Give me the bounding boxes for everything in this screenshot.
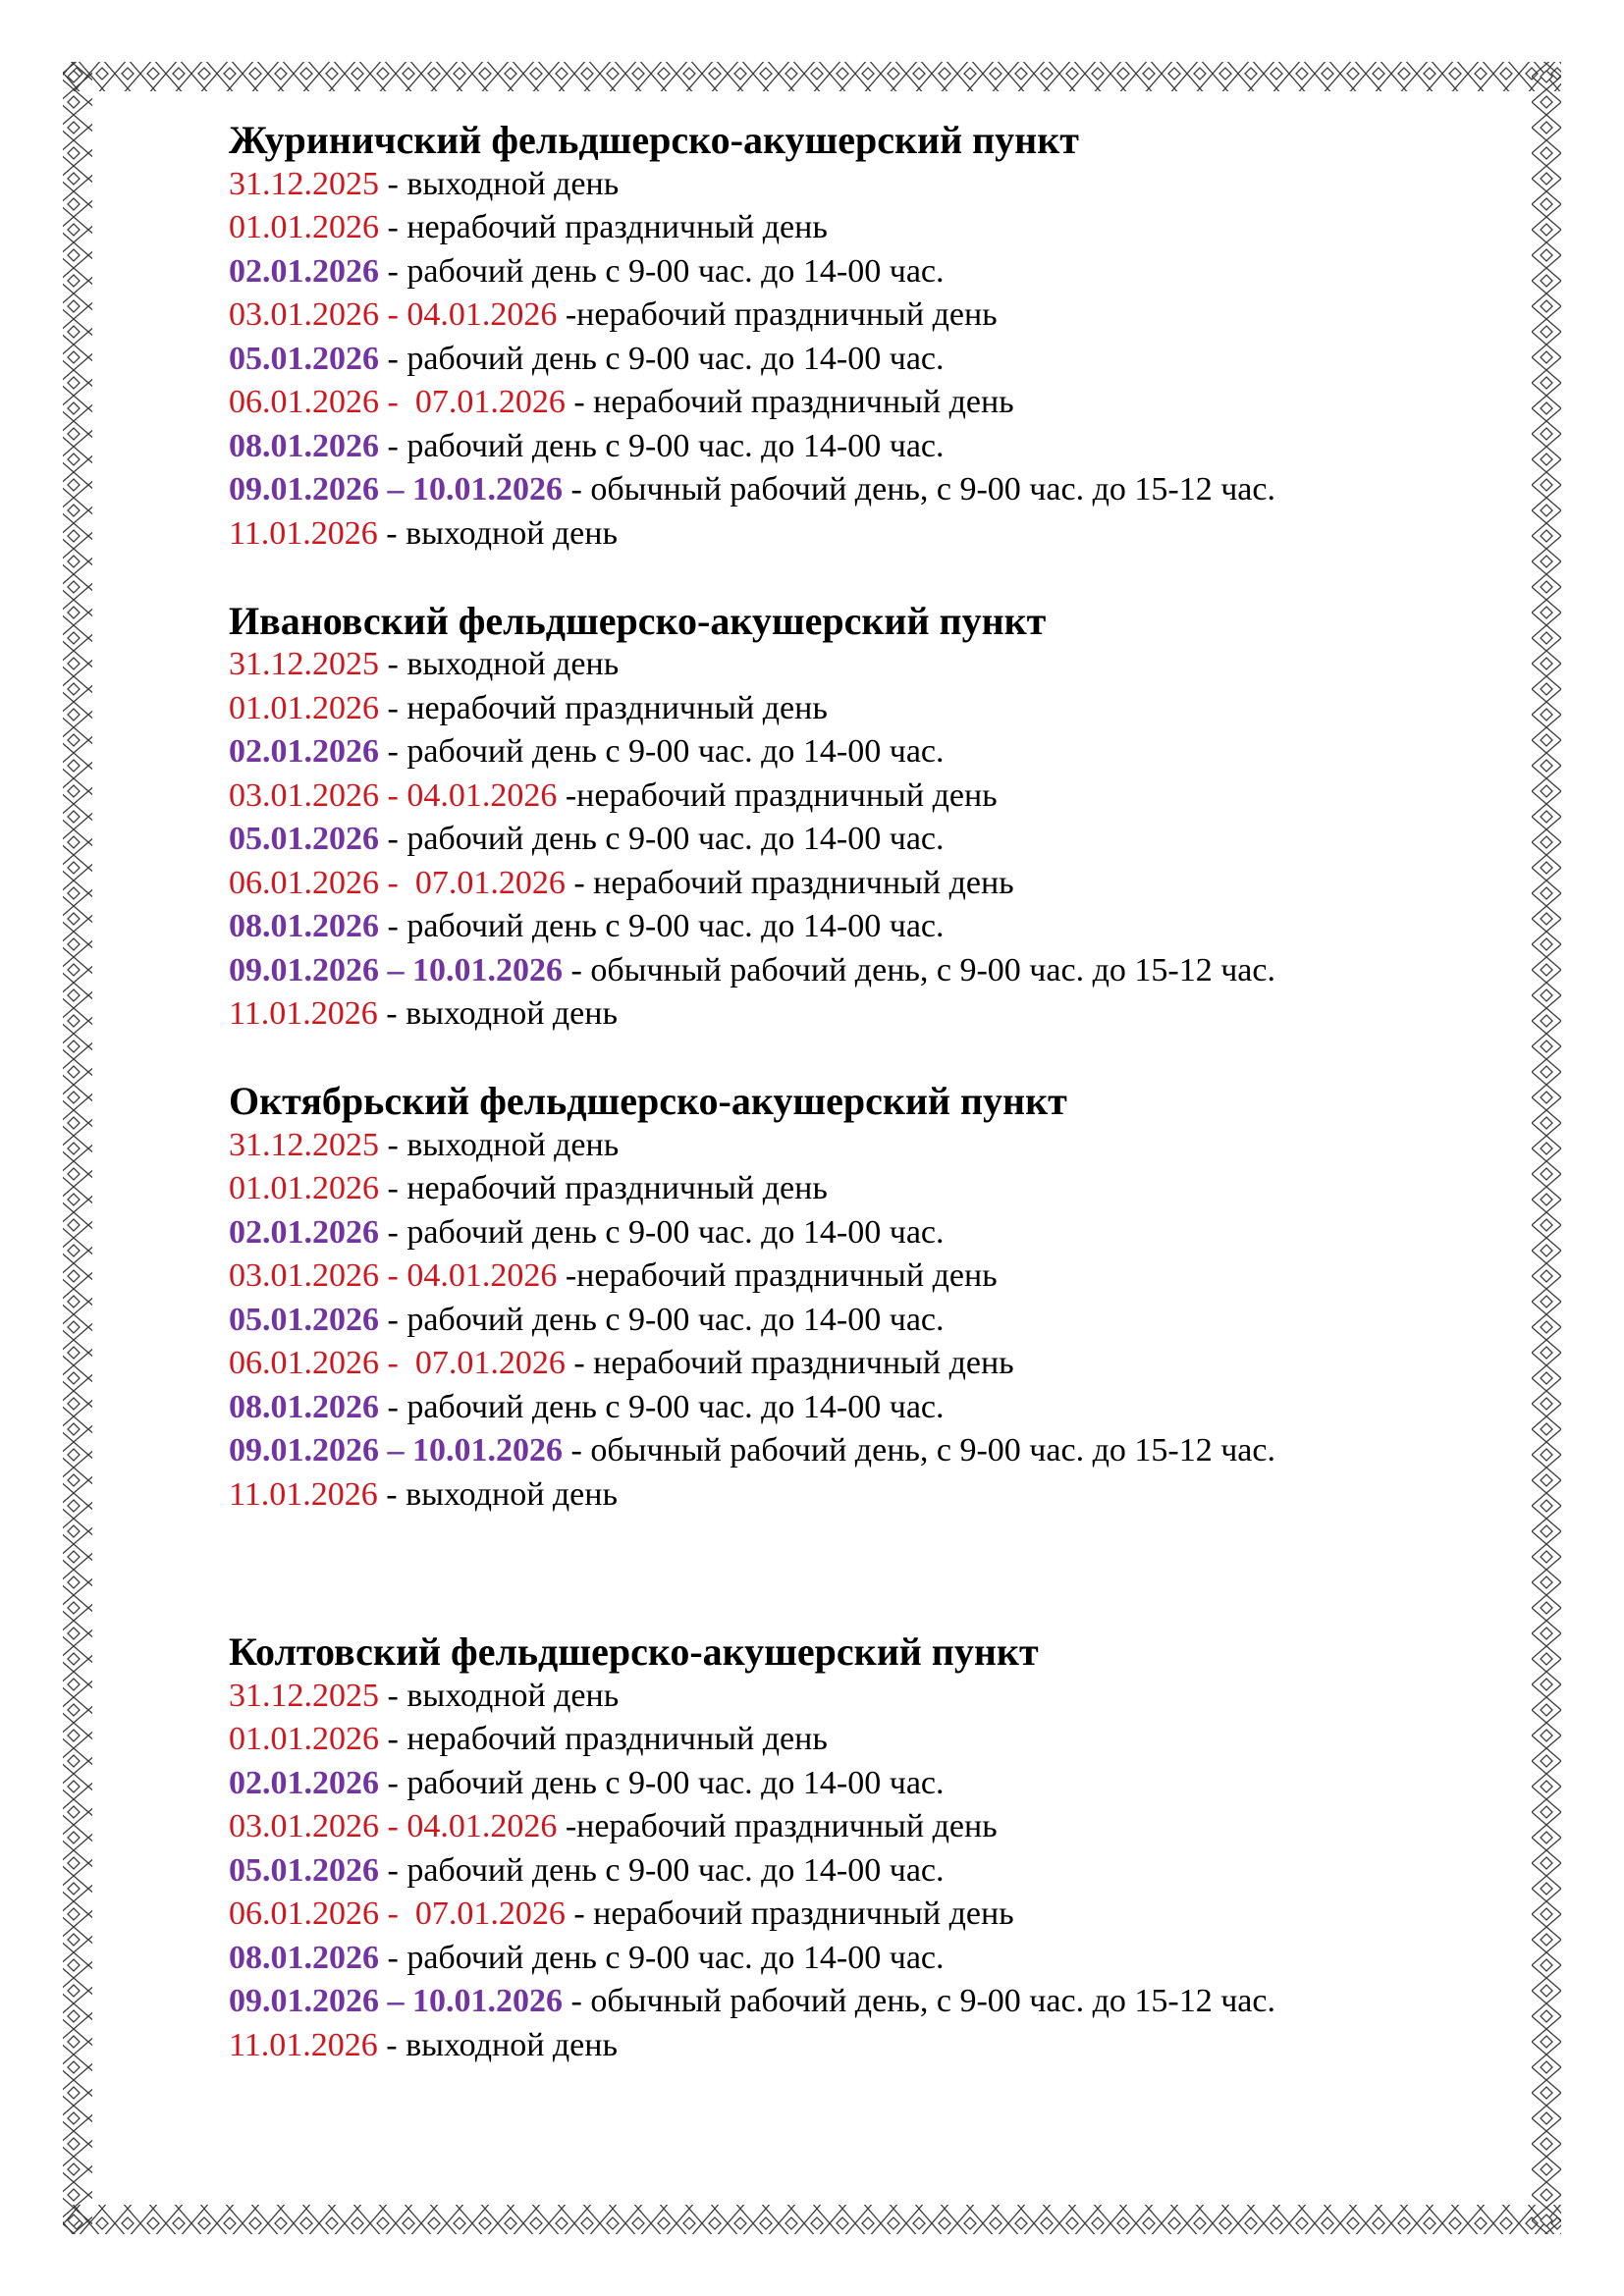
day-description: - выходной день [379,1677,620,1714]
day-description: - обычный рабочий день, с 9-00 час. до 15-12 час. [563,951,1275,988]
schedule-line [229,468,1594,512]
day-description: - нерабочий праздничный день [379,689,828,726]
day-description: - выходной день [379,165,620,202]
day-description: - рабочий день с 9-00 час. до 14-00 час. [379,1851,945,1889]
date-text: 11.01.2026 [229,514,378,552]
schedule-section [229,600,1594,1037]
border-left [63,62,92,2234]
date-text: 01.01.2026 [229,1721,379,1757]
day-description: - выходной день [379,646,620,682]
day-description: - рабочий день с 9-00 час. до 14-00 час. [379,340,945,377]
date-text: 08.01.2026 [229,427,379,464]
day-description: - выходной день [377,2026,618,2063]
day-description: - обычный рабочий день, с 9-00 час. до 15-12 час. [563,1432,1275,1468]
day-description: - нерабочий праздничный день [379,209,828,245]
date-text: 31.12.2025 [229,1677,379,1714]
schedule-line [229,206,1594,250]
date-text: 09.01.2026 – 10.01.2026 [229,1983,563,2019]
day-description: - выходной день [377,1475,618,1513]
schedule-line [229,1893,1594,1937]
day-description: -нерабочий праздничный день [557,776,998,814]
schedule-line [229,1211,1594,1255]
schedule-line [229,643,1594,687]
schedule-line [229,1429,1594,1473]
date-text: 08.01.2026 [229,1388,379,1425]
day-description: - нерабочий праздничный день [565,384,1014,420]
section-lines [229,1124,1594,1518]
day-description: - выходной день [377,995,618,1032]
date-text: 31.12.2025 [229,646,379,682]
schedule-line [229,730,1594,774]
schedule-line [229,1342,1594,1386]
day-description: - рабочий день с 9-00 час. до 14-00 час. [379,1213,945,1251]
schedule-line [229,512,1594,557]
schedule-line [229,1386,1594,1430]
schedule-line [229,1718,1594,1762]
schedule-section [229,119,1594,556]
schedule-line [229,381,1594,425]
day-description: - выходной день [377,514,618,552]
day-description: - выходной день [379,1126,620,1163]
date-text: 05.01.2026 [229,1301,379,1338]
date-text: 09.01.2026 – 10.01.2026 [229,951,563,988]
day-description: - обычный рабочий день, с 9-00 час. до 15-12 час. [563,471,1275,507]
schedule-line [229,1849,1594,1894]
date-text: 11.01.2026 [229,1475,378,1513]
schedule-line [229,949,1594,993]
schedule-line [229,774,1594,819]
day-description: -нерабочий праздничный день [557,1257,998,1294]
section-lines [229,1675,1594,2068]
day-description: - рабочий день с 9-00 час. до 14-00 час. [379,1939,945,1976]
date-text: 05.01.2026 [229,340,379,377]
date-text: 03.01.2026 - 04.01.2026 [229,1808,558,1844]
day-description: - нерабочий праздничный день [379,1721,828,1757]
day-description: - рабочий день с 9-00 час. до 14-00 час. [379,821,945,857]
date-text: 06.01.2026 - 07.01.2026 [229,1345,566,1381]
day-description: - нерабочий праздничный день [565,1896,1014,1932]
schedule-line [229,1980,1594,2024]
day-description: - обычный рабочий день, с 9-00 час. до 15-12 час. [563,1983,1275,2019]
schedule-line [229,1762,1594,1806]
date-text: 03.01.2026 - 04.01.2026 [229,776,558,814]
date-text: 03.01.2026 - 04.01.2026 [229,296,558,333]
schedule-line [229,425,1594,469]
day-description: - рабочий день с 9-00 час. до 14-00 час. [379,733,945,770]
day-description: - рабочий день с 9-00 час. до 14-00 час. [379,252,945,290]
date-text: 01.01.2026 [229,689,379,726]
date-text: 01.01.2026 [229,1170,379,1206]
date-text: 02.01.2026 [229,1764,379,1801]
schedule-line [229,818,1594,862]
schedule-line [229,905,1594,949]
schedule-line [229,294,1594,338]
date-text: 02.01.2026 [229,1213,379,1251]
schedule-line [229,338,1594,382]
schedule-line [229,1473,1594,1518]
schedule-line [229,862,1594,906]
date-text: 05.01.2026 [229,821,379,857]
schedule-line [229,1805,1594,1849]
border-bottom [63,2205,1561,2234]
schedule-section [229,1080,1594,1517]
date-text: 06.01.2026 - 07.01.2026 [229,864,566,901]
date-text: 31.12.2025 [229,165,379,202]
schedule-line [229,687,1594,731]
day-description: - нерабочий праздничный день [565,864,1014,901]
schedule-line [229,250,1594,294]
section-title: Журиничский фельдшерско-акушерский пункт [229,118,1079,162]
day-description: - рабочий день с 9-00 час. до 14-00 час. [379,1388,945,1425]
day-description: -нерабочий праздничный день [557,1808,998,1844]
date-text: 06.01.2026 - 07.01.2026 [229,384,566,420]
day-description: - рабочий день с 9-00 час. до 14-00 час. [379,1764,945,1801]
day-description: - рабочий день с 9-00 час. до 14-00 час. [379,427,945,464]
day-description: - рабочий день с 9-00 час. до 14-00 час. [379,1301,945,1338]
date-text: 02.01.2026 [229,733,379,770]
schedule-line [229,1124,1594,1168]
section-lines [229,163,1594,557]
date-text: 08.01.2026 [229,1939,379,1976]
section-lines [229,643,1594,1037]
schedule-line [229,992,1594,1037]
schedule-line [229,1167,1594,1211]
day-description: - нерабочий праздничный день [379,1170,828,1206]
schedule-line [229,1255,1594,1299]
date-text: 03.01.2026 - 04.01.2026 [229,1257,558,1294]
schedule-section [229,1630,1594,2067]
date-text: 01.01.2026 [229,209,379,245]
date-text: 11.01.2026 [229,995,378,1032]
date-text: 11.01.2026 [229,2026,378,2063]
date-text: 09.01.2026 – 10.01.2026 [229,1432,563,1468]
section-title: Октябрьский фельдшерско-акушерский пункт [229,1079,1067,1123]
schedule-line [229,163,1594,207]
schedule-line [229,2024,1594,2068]
schedule-line [229,1937,1594,1981]
day-description: - рабочий день с 9-00 час. до 14-00 час. [379,908,945,944]
document-content [229,119,1594,2067]
border-top [63,62,1561,91]
date-text: 09.01.2026 – 10.01.2026 [229,471,563,507]
schedule-line [229,1299,1594,1343]
date-text: 08.01.2026 [229,908,379,944]
day-description: - нерабочий праздничный день [565,1345,1014,1381]
day-description: -нерабочий праздничный день [557,296,998,333]
date-text: 02.01.2026 [229,252,379,290]
section-title: Ивановский фельдшерско-акушерский пункт [229,598,1047,643]
section-title: Колтовский фельдшерско-акушерский пункт [229,1629,1039,1674]
schedule-line [229,1675,1594,1719]
date-text: 05.01.2026 [229,1851,379,1889]
date-text: 06.01.2026 - 07.01.2026 [229,1896,566,1932]
date-text: 31.12.2025 [229,1126,379,1163]
